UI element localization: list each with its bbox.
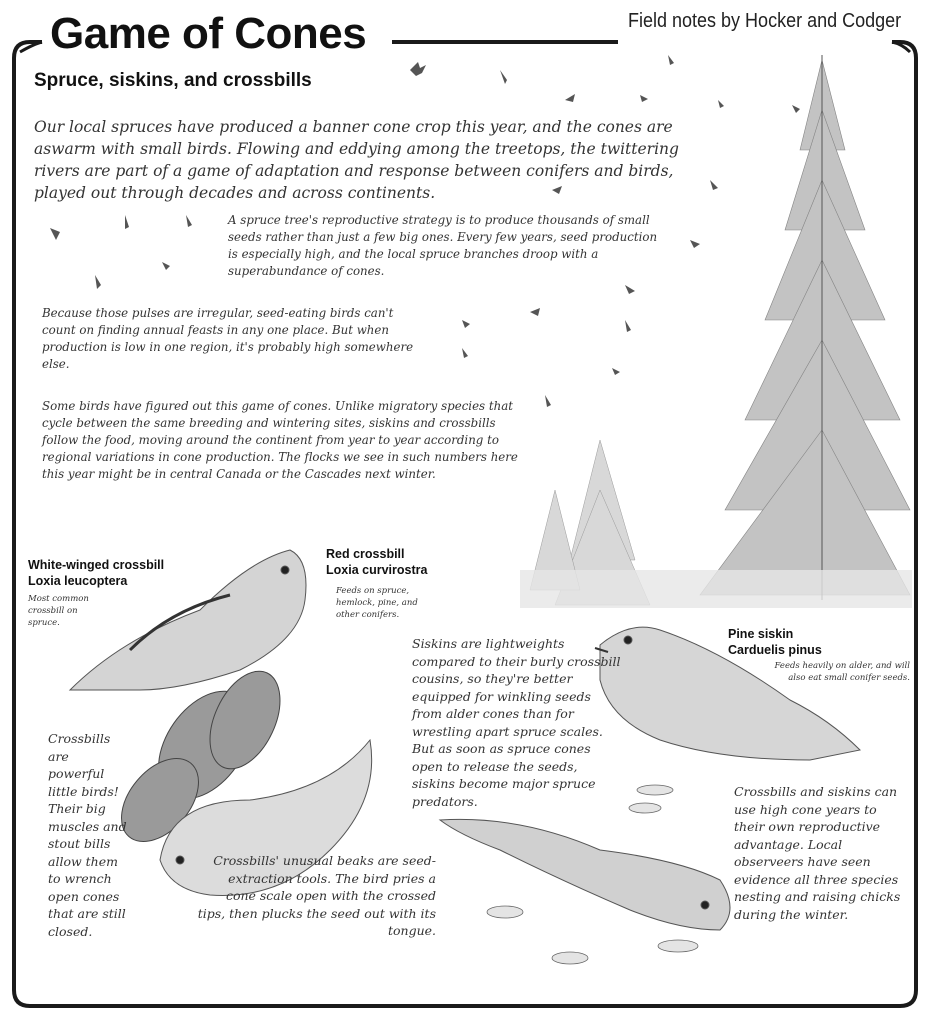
common-name: Pine siskin (728, 627, 794, 641)
caption-crossbill-beaks: Crossbills' unusual beaks are seed-extraction tools. The bird pries a cone scale open with the crossed tips, then plucks the seed out with its tongue. (197, 853, 436, 938)
common-name: Red crossbill (326, 547, 405, 561)
label-red-crossbill (326, 546, 446, 578)
caption-crossbills-powerful: Crossbills are powerful little birds! Their big muscles and stout bills allow them to wrench open cones that are still closed. (48, 731, 127, 939)
note-white-winged-crossbill: Most common crossbill on spruce. (28, 594, 89, 628)
caption-reproductive-advantage: Crossbills and siskins can use high cone years to their own reproductive advantage. Local observeers have seen evidence all three species nesting and raising chicks during the winter. (734, 784, 901, 922)
common-name: White-winged crossbill (28, 558, 165, 572)
byline: Field notes by Hocker and Codger (628, 10, 902, 32)
label-pine-siskin (728, 626, 848, 658)
caption-siskins: Siskins are lightweights compared to their burly crossbill cousins, so they're better equipped for winkling seeds from alder cones than for wrestling apart spruce scales. But as soon as spruce cones open to release the seeds, siskins become major spruce predators. (412, 636, 621, 809)
paragraph-reproductive-strategy: A spruce tree's reproductive strategy is to produce thousands of small seeds rather than just a few big ones. Every few years, seed production is especially high, and the local spruce branches droop with a superabundance of cones. (228, 213, 658, 278)
latin-name: Loxia leucoptera (28, 574, 128, 588)
note-pine-siskin: Feeds heavily on alder, and will also eat small conifer seeds. (774, 661, 910, 683)
subtitle: Spruce, siskins, and crossbills (34, 70, 312, 91)
page-title: Game of Cones (50, 9, 367, 58)
latin-name: Loxia curvirostra (326, 563, 428, 577)
note-red-crossbill: Feeds on spruce, hemlock, pine, and other conifers. (336, 586, 418, 620)
paragraph-irregular-pulses: Because those pulses are irregular, seed-eating birds can't count on finding annual feasts in any one place. But when production is low in one region, it's probably high somewhere else. (42, 306, 414, 371)
intro-paragraph: Our local spruces have produced a banner cone crop this year, and the cones are aswarm with small birds. Flowing and eddying among the treetops, the twittering rivers are part of a game of adaptation and response between conifers and birds, played out through decades and across continents. (34, 118, 679, 202)
paragraph-game-of-cones: Some birds have figured out this game of cones. Unlike migratory species that cycle between the same breeding and wintering sites, siskins and crossbills follow the food, moving around the continent from year to year according to regional variations in cone production. The flocks we see in such numbers here this year might be in central Canada or the Cascades next winter. (42, 399, 518, 481)
pine-siskin-illustration (440, 819, 730, 930)
latin-name: Carduelis pinus (728, 643, 822, 657)
label-white-winged-crossbill (28, 557, 178, 589)
